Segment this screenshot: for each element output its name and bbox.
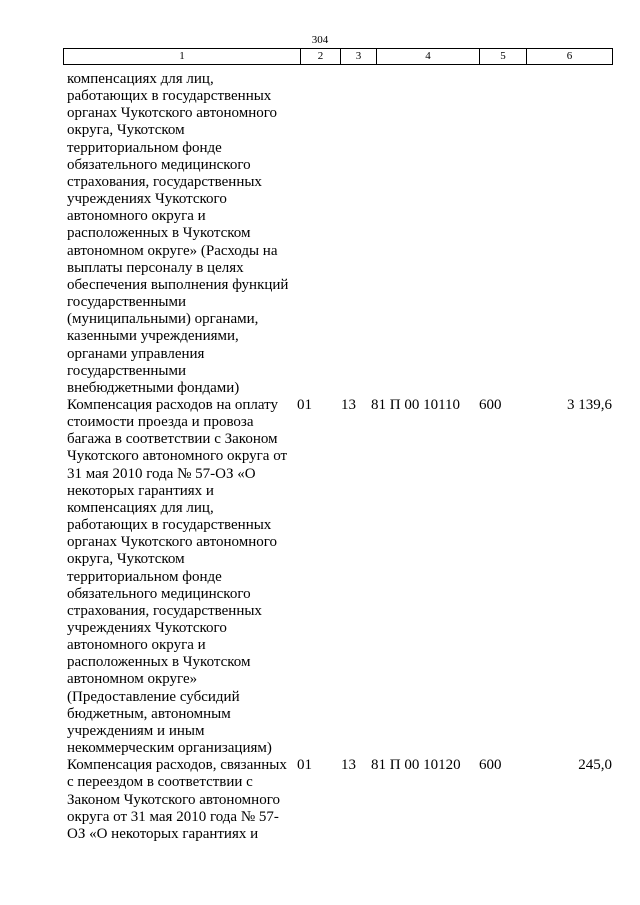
description-line: компенсациях для лиц, (67, 71, 214, 87)
description-line: Законом Чукотского автономного (67, 791, 280, 808)
description-line: казенными учреждениями, (67, 328, 239, 345)
row-description (67, 71, 302, 397)
description-line: обязательного медицинского (67, 585, 251, 602)
description-line: (Предоставление субсидий (67, 688, 240, 705)
description-line: учреждениях Чукотского (67, 620, 227, 636)
page-number: 304 (311, 34, 329, 46)
description-line: некоторых гарантиях и (67, 482, 214, 499)
description-line: Чукотского автономного округа от (67, 448, 288, 465)
subsection-code: 13 (341, 396, 356, 413)
description-line: стоимости проезда и провоза (67, 414, 254, 431)
description-line: территориальном фонде (67, 139, 222, 156)
description-line: выплаты персоналу в целях (67, 259, 244, 276)
description-line: 31 мая 2010 года № 57-ОЗ «О (67, 465, 256, 482)
description-line: некоммерческим организациям) (67, 740, 272, 757)
description-line: работающих в государственных (67, 517, 272, 534)
expense-type-code: 600 (479, 396, 502, 413)
description-line: государственными (67, 362, 186, 379)
table-header (63, 48, 613, 65)
description-line: ОЗ «О некоторых гарантиях и (67, 825, 259, 842)
table-row (0, 757, 640, 843)
description-line: страхования, государственных (67, 173, 262, 190)
row-description (67, 757, 302, 843)
description-line: округа, Чукотском (67, 551, 185, 568)
row-description (67, 397, 302, 757)
header-col-1: 1 (179, 50, 185, 62)
description-line: бюджетным, автономным (67, 705, 231, 722)
section-code: 01 (297, 757, 312, 774)
description-line: автономного округа и (67, 637, 206, 654)
description-line: обязательного медицинского (67, 156, 251, 173)
description-line: работающих в государственных (67, 88, 272, 105)
header-col-4: 4 (376, 49, 479, 64)
description-line: (муниципальными) органами, (67, 311, 259, 328)
description-line: расположенных в Чукотском (67, 654, 251, 671)
description-line: автономном округе» (Расходы на (67, 242, 278, 259)
amount: 3 139,6 (567, 396, 612, 413)
target-article-code: 81 П 00 10120 (371, 757, 461, 774)
amount: 245,0 (578, 757, 612, 774)
description-line: территориальном фонде (67, 568, 222, 585)
section-code: 01 (297, 396, 312, 413)
description-line: органах Чукотского автономного (67, 534, 278, 551)
description-line: автономного округа и (67, 208, 206, 225)
description-line: расположенных в Чукотском (67, 225, 251, 242)
description-line: учреждениям и иным (67, 722, 205, 739)
header-col-5: 5 (479, 49, 526, 64)
description-line: внебюджетными фондами) (67, 379, 240, 396)
description-line: багажа в соответствии с Законом (67, 431, 278, 448)
target-article-code: 81 П 00 10110 (371, 396, 461, 413)
description-line: округа от 31 мая 2010 года № 57- (67, 808, 279, 825)
subsection-code: 13 (341, 757, 356, 774)
description-line: Компенсация расходов, связанных (67, 757, 287, 774)
expense-type-code: 600 (479, 757, 502, 774)
description-line: страхования, государственных (67, 602, 262, 619)
description-line: округа, Чукотском (67, 122, 185, 139)
header-col-6: 6 (526, 49, 612, 64)
description-line: автономном округе» (67, 671, 198, 688)
description-line: учреждениях Чукотского (67, 191, 227, 208)
description-line: органах Чукотского автономного (67, 105, 278, 122)
header-col-2: 2 (300, 49, 340, 64)
header-col-3: 3 (340, 49, 376, 64)
table-body (0, 71, 640, 843)
table-row (0, 397, 640, 757)
description-line: компенсациях для лиц, (67, 499, 214, 516)
description-line: с переездом в соответствии с (67, 774, 253, 791)
description-line: обеспечения выполнения функций (67, 276, 289, 293)
description-line: органами управления (67, 345, 205, 362)
description-line: Компенсация расходов на оплату (67, 396, 279, 413)
table-row (0, 71, 640, 397)
description-line: государственными (67, 294, 186, 311)
